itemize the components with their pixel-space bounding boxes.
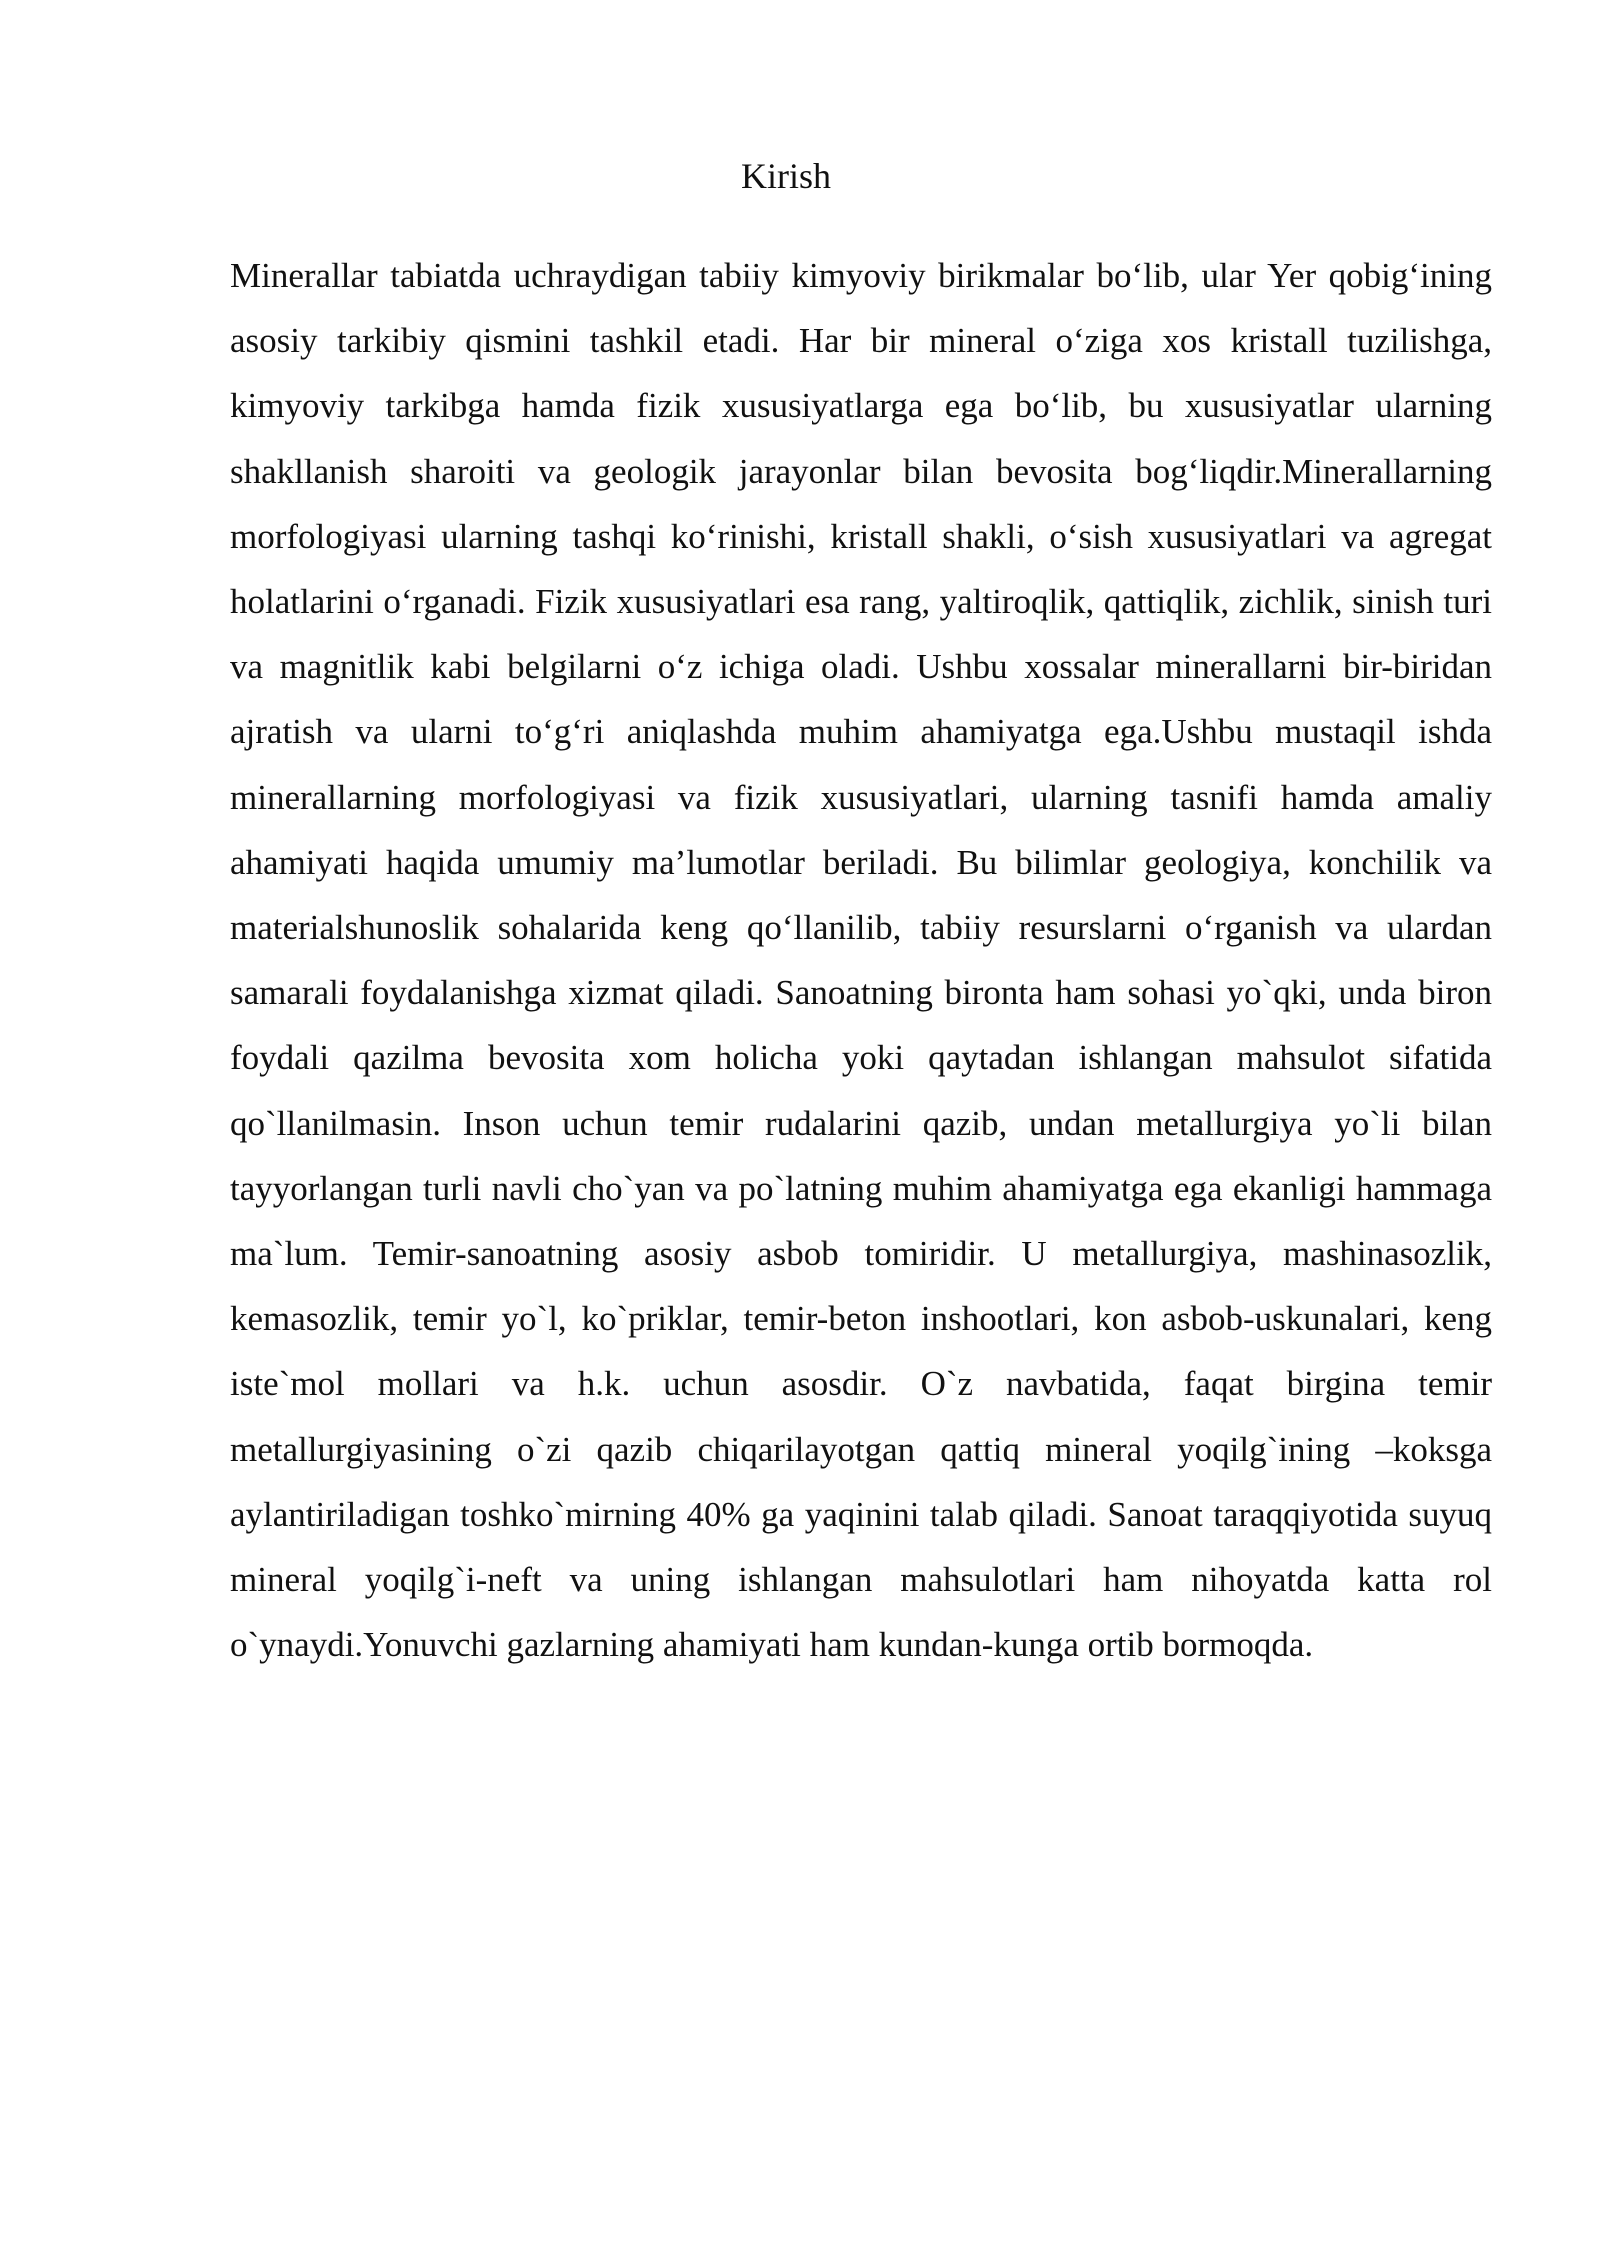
document-title: Kirish xyxy=(741,156,831,196)
body-paragraph: Minerallar tabiatda uchraydigan tabiiy kimyoviy birikmalar bo‘lib, ular Yer qobig‘ining asosiy tarkibiy qismini tashkil etadi. Har bir mineral o‘ziga xos kristall tuzilishga, kimyoviy tarkibga hamda fizik xususiyatlarga ega bo‘lib, bu xususiyatlar ularning shakllanish sharoiti va geologik jarayonlar bilan bevosita bog‘liqdir.Minerallarning morfologiyasi ularning tashqi ko‘rinishi, kristall shakli, o‘sish xususiyatlari va agregat holatlarini o‘rganadi. Fizik xususiyatlari esa rang, yaltiroqlik, qattiqlik, zichlik, sinish turi va magnitlik kabi belgilarni o‘z ichiga oladi. Ushbu xossalar minerallarni bir-biridan ajratish va ularni to‘g‘ri aniqlashda muhim ahamiyatga ega.Ushbu mustaqil ishda minerallarning morfologiyasi va fizik xususiyatlari, ularning tasnifi hamda amaliy ahamiyati haqida umumiy ma’lumotlar beriladi. Bu bilimlar geologiya, konchilik va materialshunoslik sohalarida keng qo‘llanilib, tabiiy resurslarni o‘rganish va ulardan samarali foydalanishga xizmat qiladi. Sanoatning bironta ham sohasi yo`qki, unda biron foydali qazilma bevosita xom holicha yoki qaytadan ishlangan mahsulot sifatida qo`llanilmasin. Inson uchun temir rudalarini qazib, undan metallurgiya yo`li bilan tayyorlangan turli navli cho`yan va po`latning muhim ahamiyatga ega ekanligi hammaga ma`lum. Temir-sanoatning asosiy asbob tomiridir. U metallurgiya, mashinasozlik, kemasozlik, temir yo`l, ko`priklar, temir-beton inshootlari, kon asbob-uskunalari, keng iste`mol mollari va h.k. uchun asosdir. O`z navbatida, faqat birgina temir metallurgiyasining o`zi qazib chiqarilayotgan qattiq mineral yoqilg`ining –koksga aylantiriladigan toshko`mirning 40% ga yaqinini talab qiladi. Sanoat taraqqiyotida suyuq mineral yoqilg`i-neft va uning ishlangan mahsulotlari ham nihoyatda katta rol o`ynaydi.Yonuvchi gazlarning ahamiyati ham kundan-kunga ortib bormoqda. xyxy=(230,256,1492,1665)
